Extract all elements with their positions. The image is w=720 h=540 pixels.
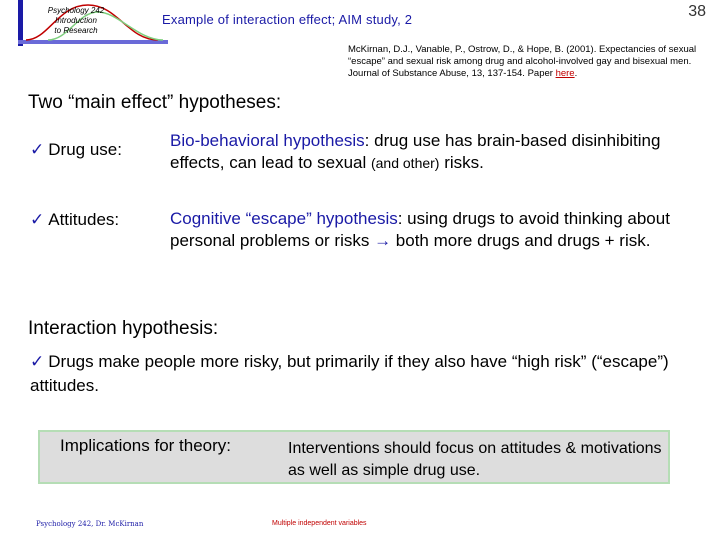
main-effects-heading: Two “main effect” hypotheses: (28, 92, 282, 113)
footer-topic: Multiple independent variables (272, 520, 367, 527)
interaction-bullet: ✓ Drugs make people more risky, but primarily if they also have “high risk” (“escape”) attitudes. (30, 352, 669, 395)
citation-text: McKirnan, D.J., Vanable, P., Ostrow, D., & Hope, B. (2001). Expectancies of sexual “escape” and sexual risk among drug and alcohol-involved gay and bisexual men. Journal of Substance Abuse, 13, 137-154. Paper (348, 44, 697, 79)
citation: McKirnan, D.J., Vanable, P., Ostrow, D., & Hope, B. (2001). Expectancies of sexual “escape” and sexual risk among drug and alcohol-involved gay and bisexual men. Journal of Substance Abuse, 13, 137-154. Paper here. (348, 44, 697, 79)
logo-text: Psychology 242 Introduction to Research (47, 6, 105, 35)
checkmark-icon: ✓ (30, 210, 45, 230)
slide-number: 38 (688, 3, 706, 20)
paper-link[interactable]: here (555, 68, 575, 79)
checkmark-icon: ✓ (30, 352, 45, 372)
footer-course: Psychology 242, Dr. McKirnan (36, 520, 144, 528)
checkmark-icon: ✓ (30, 140, 45, 160)
interaction-heading: Interaction hypothesis: (28, 318, 219, 339)
header-title: Example of interaction effect; AIM study, 2 (162, 12, 413, 27)
cognitive-escape-hypothesis: Cognitive “escape” hypothesis: using drugs to avoid thinking about personal problems or risks → both more drugs and drugs + risk. (170, 209, 670, 250)
bio-behavioral-hypothesis: Bio-behavioral hypothesis: drug use has brain-based disinhibiting effects, can lead to sexual (and other) risks. (170, 131, 661, 172)
implications-label: Implications for theory: (60, 436, 232, 455)
implications-text: Interventions should focus on attitudes & motivations as well as simple drug use. (288, 440, 662, 479)
drug-use-label: ✓ Drug use: (30, 140, 122, 160)
attitudes-label: ✓ Attitudes: (30, 210, 120, 230)
arrow-icon: → (374, 231, 392, 250)
